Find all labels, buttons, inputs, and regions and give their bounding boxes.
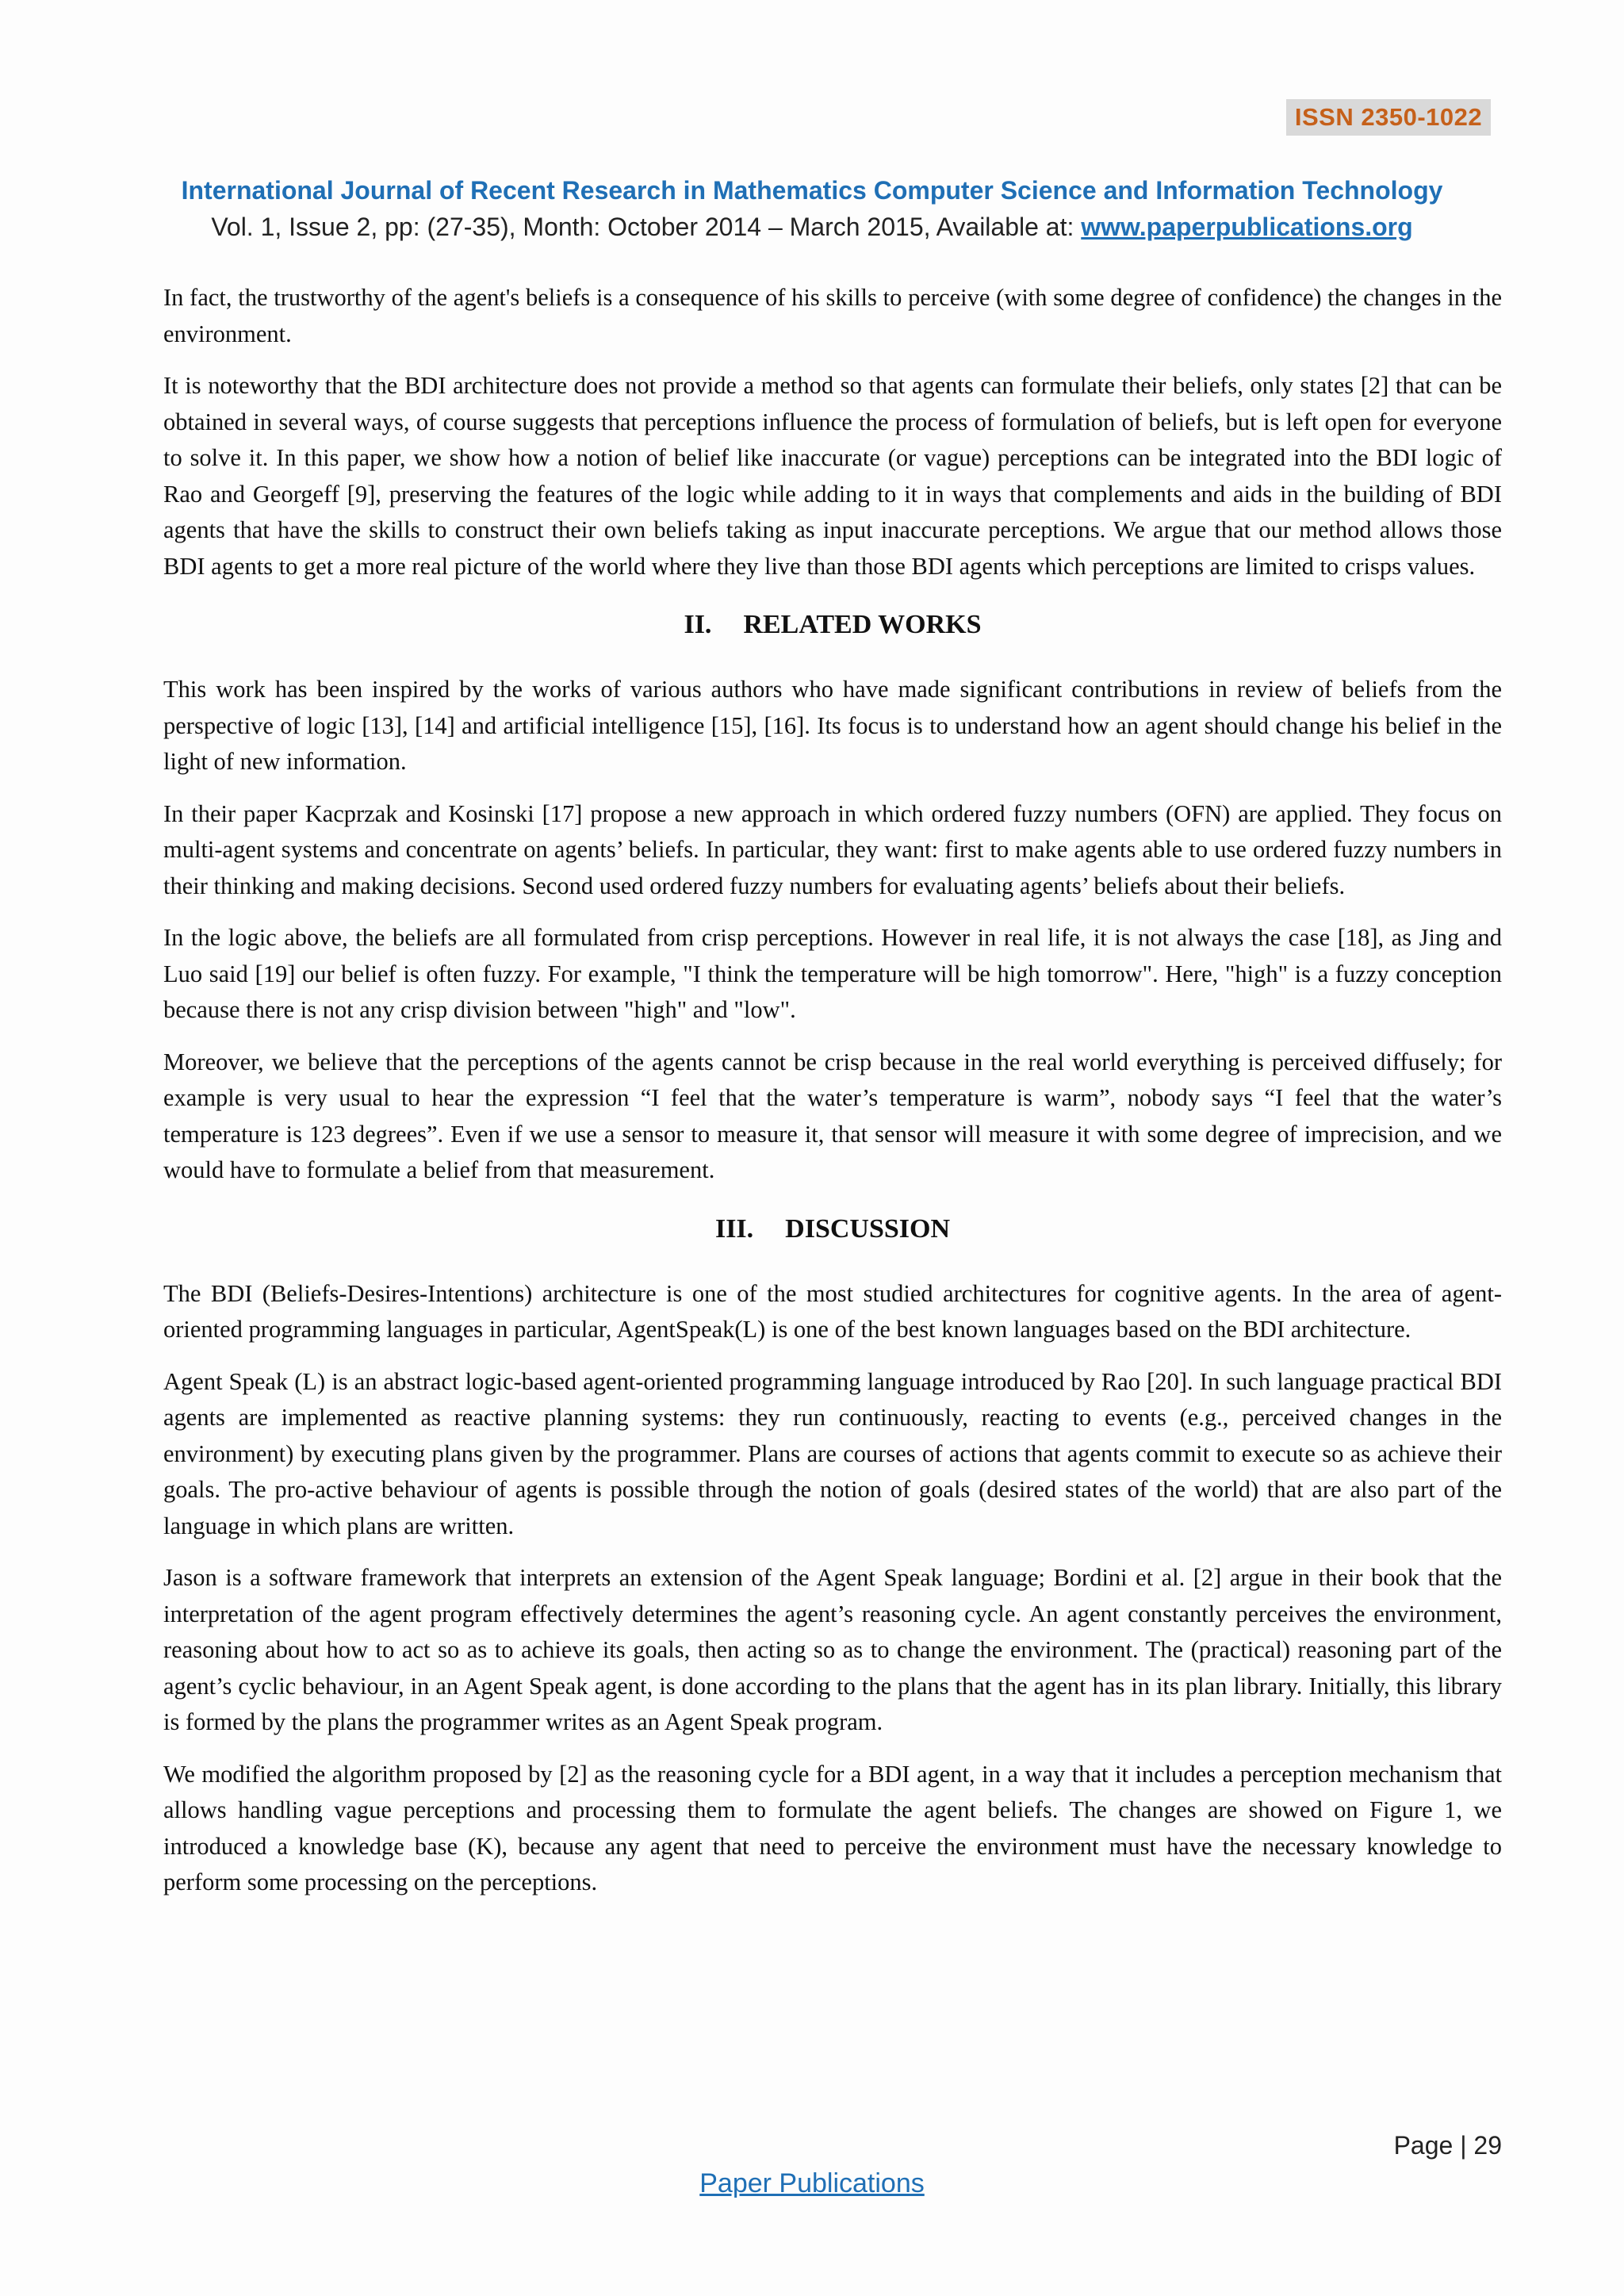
publisher-link[interactable]: Paper Publications [699, 2168, 925, 2198]
section-number: II. [684, 610, 712, 639]
journal-meta-text: Vol. 1, Issue 2, pp: (27-35), Month: October 2014 – March 2015, Available at: [211, 213, 1082, 241]
body-paragraph: We modified the algorithm proposed by [2] as the reasoning cycle for a BDI agent, in a way that it includes a perception mechanism that allows handling vague perceptions and processing them to formulate the agent beliefs. The changes are showed on Figure 1, we introduced a knowledge base (K), because any agent that need to perceive the environment must have the necessary knowledge to perform some processing on the perceptions. [163, 1760, 1502, 1895]
body-paragraph: This work has been inspired by the works of various authors who have made significant contributions in review of beliefs from the perspective of logic [13], [14] and artificial intelligence [15], [16]. Its focus is to understand how an agent should change his belief in the light of new information. [163, 676, 1502, 775]
section-number: III. [714, 1213, 754, 1244]
section-heading-discussion [163, 1211, 1502, 1248]
body-paragraph: In their paper Kacprzak and Kosinski [17] propose a new approach in which ordered fuzzy numbers (OFN) are applied. They focus on multi-agent systems and concentrate on agents’ beliefs. In particular, they want: first to make agents able to use ordered fuzzy numbers in their thinking and making decisions. Second used ordered fuzzy numbers for evaluating agents’ beliefs about their beliefs. [163, 799, 1502, 899]
body-paragraph: The BDI (Beliefs-Desires-Intentions) architecture is one of the most studied architectures for cognitive agents. In the area of agent-oriented programming languages in particular, AgentSpeak(L) is one of the best known languages based on the BDI architecture. [163, 1279, 1502, 1343]
body-paragraph: Moreover, we believe that the perceptions of the agents cannot be crisp because in the real world everything is perceived diffusely; for example is very usual to hear the expression “I feel that the water’s temperature is warm”, nobody says “I feel that the water’s temperature is 123 degrees”. Even if we use a sensor to measure it, that sensor will measure it with some degree of imprecision, and we would have to formulate a belief from that measurement. [163, 1048, 1502, 1183]
journal-title: International Journal of Recent Research in Mathematics Computer Science and Information Technology [181, 176, 1443, 205]
body-paragraph: It is noteworthy that the BDI architecture does not provide a method so that agents can formulate their beliefs, only states [2] that can be obtained in several ways, of course suggests that perceptions influence the process of formulation of beliefs, but is left open for everyone to solve it. In this paper, we show how a notion of belief like inaccurate (or vague) perceptions can be integrated into the BDI logic of Rao and Georgeff [9], preserving the features of the logic while adding to it in ways that complements and aids in the building of BDI agents that have the skills to construct their own beliefs taking as input inaccurate perceptions. We argue that our method allows those BDI agents to get a more real picture of the world where they live than those BDI agents which perceptions are limited to crisps values. [163, 372, 1502, 580]
journal-url-link[interactable]: www.paperpublications.org [1081, 213, 1413, 241]
section-title: DISCUSSION [785, 1213, 951, 1244]
body-paragraph: Agent Speak (L) is an abstract logic-based agent-oriented programming language introduced by Rao [20]. In such language practical BDI agents are implemented as reactive planning systems: they run continuously, reacting to events (e.g., perceived changes in the environment) by executing plans given by the programmer. Plans are courses of actions that agents commit to execute so as achieve their goals. The pro-active behaviour of agents is possible through the notion of goals (desired states of the world) that are also part of the language in which plans are written. [163, 1367, 1502, 1539]
journal-meta [79, 209, 1545, 244]
page-number: Page | 29 [1393, 2131, 1502, 2160]
article-body [163, 280, 1502, 1917]
body-paragraph: In the logic above, the beliefs are all formulated from crisp perceptions. However in real life, it is not always the case [18], as Jing and Luo said [19] our belief is often fuzzy. For example, "I think the temperature will be high tomorrow". Here, "high" is a fuzzy conception because there is not any crisp division between "high" and "low". [163, 924, 1502, 1023]
body-paragraph: In fact, the trustworthy of the agent's beliefs is a consequence of his skills to perceive (with some degree of confidence) the changes in the environment. [163, 284, 1502, 347]
section-heading-related-works [163, 607, 1502, 643]
body-paragraph: Jason is a software framework that interprets an extension of the Agent Speak language; Bordini et al. [2] argue in their book that the interpretation of the agent program effectively determines the agent’s reasoning cycle. An agent constantly perceives the environment, reasoning about how to act so as to achieve its goals, then acting so as to change the environment. The (practical) reasoning part of the agent’s cyclic behaviour, in an Agent Speak agent, is done according to the plans that the agent has in its plan library. Initially, this library is formed by the plans the programmer writes as an Agent Speak program. [163, 1564, 1502, 1735]
section-title: RELATED WORKS [743, 610, 982, 639]
issn-badge: ISSN 2350-1022 [1286, 99, 1491, 136]
